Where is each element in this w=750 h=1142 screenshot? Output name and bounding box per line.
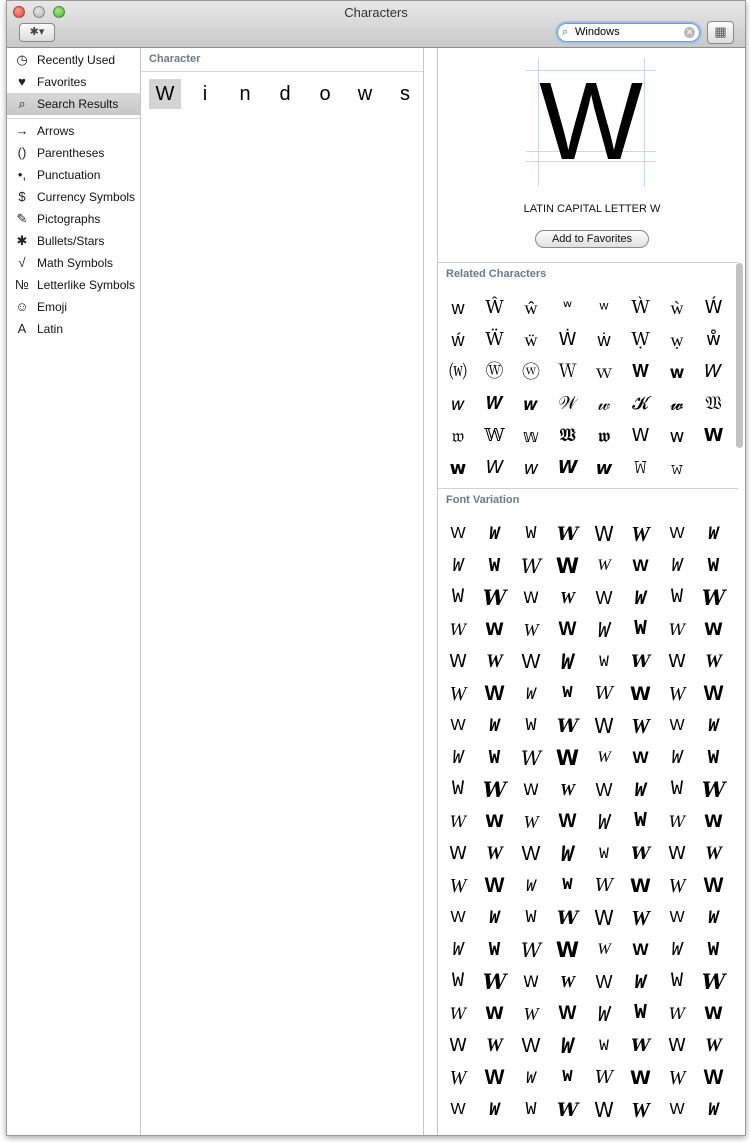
related-character[interactable]: 𝗐 [669,426,685,446]
related-character[interactable]: Ẅ [485,329,504,350]
action-menu-button[interactable]: ✱▾ [19,23,55,42]
font-variation-glyph[interactable]: W [703,874,724,897]
font-variation-glyph[interactable]: W [630,652,651,672]
font-variation-glyph[interactable]: W [523,620,539,640]
numero-icon: № [15,277,29,292]
detail-pane [437,48,746,1135]
font-variation-glyph[interactable]: W [558,619,577,640]
related-character[interactable]: ẘ [706,329,721,350]
font-variation-glyph[interactable]: W [489,716,500,736]
sidebar-item-letterlike-symbols[interactable] [7,274,140,296]
add-to-favorites-button[interactable]: Add to Favorites [535,230,649,248]
font-variation-glyph[interactable]: W [449,1035,467,1056]
font-variation-glyph[interactable]: W [486,843,503,864]
related-character[interactable]: 𝙬 [595,458,613,478]
font-variation-glyph[interactable]: W [594,683,614,704]
sidebar-item-label: Emoji [37,300,68,314]
glyph-preview [526,58,656,186]
character-cell[interactable]: s [400,83,410,105]
font-variation-glyph[interactable]: W [599,653,609,671]
font-variation-glyph[interactable]: W [484,1066,505,1089]
font-variation-glyph[interactable]: W [594,875,614,896]
sidebar-item-label: Letterlike Symbols [37,278,136,292]
related-character[interactable]: Ẇ [558,329,577,350]
preview-glyph: W [539,60,643,183]
font-variation-glyph[interactable]: W [705,843,722,864]
font-variation-glyph[interactable]: W [668,1004,686,1023]
sidebar-item-label: Pictographs [37,212,101,226]
font-variation-glyph[interactable]: W [484,682,505,705]
font-variation-glyph[interactable]: W [708,524,719,544]
font-variation-glyph[interactable]: W [597,618,611,642]
font-variation-glyph[interactable]: W [668,843,686,864]
font-variation-glyph[interactable]: W [488,555,501,577]
font-variation-glyph[interactable]: W [668,1035,686,1056]
related-character[interactable]: 𝕎 [484,425,505,446]
font-variation-glyph[interactable]: W [449,1004,467,1023]
related-character[interactable]: 𝑊 [705,361,722,382]
sidebar-item-math-symbols[interactable] [7,252,140,274]
related-character[interactable]: 𝐖 [631,361,650,382]
font-variation-glyph[interactable]: W [632,748,649,767]
font-variation-header: Font Variation [446,494,520,506]
font-variation-glyph[interactable]: W [599,845,609,863]
related-character[interactable]: 𝘄 [449,458,467,478]
font-variation-glyph[interactable]: W [449,651,467,672]
font-variation-glyph[interactable]: W [482,969,507,994]
sidebar-separator [7,118,140,119]
font-variation-glyph[interactable]: W [523,812,539,832]
font-variation-glyph[interactable]: W [525,1100,537,1120]
dollar-icon: $ [18,189,26,204]
font-variation-glyph[interactable]: W [451,778,464,801]
font-variation-glyph[interactable]: W [556,1099,579,1121]
font-variation-glyph[interactable]: W [562,876,573,895]
arrow-icon: → [15,123,29,138]
font-variation-glyph[interactable]: W [631,1098,650,1122]
font-variation-glyph[interactable]: W [632,940,649,959]
font-variation-glyph[interactable]: W [594,714,614,738]
sidebar-item-arrows[interactable] [7,120,140,142]
font-variation-glyph[interactable]: W [523,1004,539,1024]
font-variation-glyph[interactable]: W [555,938,580,962]
related-character[interactable]: Ẉ [631,329,650,350]
font-variation-glyph[interactable]: W [668,651,686,672]
related-scrollbar[interactable] [736,263,743,448]
related-character[interactable]: 𝔀 [670,394,684,414]
character-cell[interactable]: i [202,83,208,105]
font-variation-glyph[interactable]: W [594,906,614,930]
related-character[interactable]: ʷ [562,297,573,318]
font-variation-glyph[interactable]: W [597,749,611,766]
font-variation-glyph[interactable]: W [708,1100,719,1120]
font-variation-glyph[interactable]: W [450,909,466,926]
related-character[interactable]: 𝙒 [557,457,578,478]
font-variation-glyph[interactable]: W [526,684,536,703]
related-character[interactable]: ⓦ [522,362,540,382]
related-character[interactable]: Ⓦ [485,361,504,382]
search-icon: ⌕ [562,26,569,38]
font-variation-glyph[interactable]: W [526,876,536,895]
font-variation-divider [438,488,738,489]
related-character[interactable]: 𝔚 [705,393,722,414]
font-variation-glyph[interactable]: W [595,780,613,800]
related-character[interactable]: ⒲ [449,362,467,382]
font-variation-glyph[interactable]: W [634,587,647,609]
character-cell[interactable]: W [149,79,181,109]
font-variation-glyph[interactable]: W [708,716,719,736]
sidebar-item-label: Bullets/Stars [37,234,105,248]
font-variation-glyph[interactable]: W [668,620,686,639]
character-pane [141,48,424,1135]
sidebar-item-label: Arrows [37,124,75,138]
font-variation-glyph[interactable]: W [597,941,611,958]
font-variation-glyph[interactable]: W [556,907,579,929]
character-header: Character [149,53,201,65]
related-character[interactable]: 𝚠 [670,458,684,478]
font-variation-glyph[interactable]: W [599,1037,609,1055]
font-variation-glyph[interactable]: W [559,780,576,799]
sidebar-item-pictographs[interactable] [7,208,140,230]
font-variation-glyph[interactable]: W [705,651,722,672]
related-character[interactable]: ｗ [595,362,613,382]
font-variation-glyph[interactable]: W [630,683,651,705]
titlebar [7,1,745,48]
sidebar-item-favorites[interactable] [7,71,140,93]
related-character[interactable]: ʷ [599,298,609,318]
search-input[interactable] [575,25,679,39]
related-character[interactable]: ẇ [597,330,611,350]
font-variation-glyph[interactable]: W [452,747,464,768]
related-character[interactable]: 𝑤 [451,394,465,414]
font-variation-glyph[interactable]: W [701,777,726,802]
font-variation-glyph[interactable]: W [561,1034,574,1058]
font-variation-glyph[interactable]: W [450,1101,466,1118]
font-variation-glyph[interactable]: W [595,588,613,608]
font-variation-glyph[interactable]: W [634,618,647,641]
character-name: LATIN CAPITAL LETTER W [523,203,661,215]
font-variation-glyph[interactable]: W [556,715,579,737]
font-variation-glyph[interactable]: W [452,939,464,960]
font-variation-glyph[interactable]: W [634,1002,647,1025]
font-variation-glyph[interactable]: W [631,906,650,930]
sidebar-item-emoji[interactable] [7,296,140,318]
sidebar-item-bullets-stars[interactable] [7,230,140,252]
related-character[interactable]: 𝒲 [558,393,577,414]
related-character[interactable]: w [451,298,465,318]
related-character[interactable]: Ｗ [558,361,577,382]
related-character[interactable]: 𝚆 [634,457,647,478]
font-variation-glyph[interactable]: W [449,620,467,639]
sidebar-item-label: Recently Used [37,53,116,67]
character-cell[interactable]: n [239,83,251,105]
smiley-icon: ☺ [15,299,29,314]
font-variation-glyph[interactable]: W [707,555,720,577]
font-variation-glyph[interactable]: W [708,908,719,928]
font-variation-glyph[interactable]: W [556,523,579,545]
search-icon: ⌕ [18,96,26,111]
font-variation-glyph[interactable]: W [668,812,686,831]
search-field[interactable] [557,23,700,42]
font-variation-glyph[interactable]: W [449,875,467,897]
font-variation-glyph[interactable]: W [520,746,542,770]
related-character[interactable]: 𝗪 [703,425,724,446]
related-character[interactable]: 𝐰 [669,362,685,382]
font-variation-glyph[interactable]: W [704,620,723,640]
font-variation-glyph[interactable]: W [484,874,505,897]
font-variation-glyph[interactable]: W [562,684,573,703]
star-icon: ✱ [16,233,28,248]
font-variation-glyph[interactable]: W [451,970,464,993]
related-character[interactable]: ẁ [670,298,684,318]
pictograph-icon: ✎ [16,211,28,226]
related-character[interactable]: 𝘞 [485,457,504,478]
font-variation-glyph[interactable]: W [561,650,574,674]
character-cell[interactable]: d [279,83,291,105]
font-variation-glyph[interactable]: W [595,972,613,992]
font-variation-glyph[interactable]: W [562,1068,573,1087]
related-character[interactable]: Ẁ [631,297,650,318]
font-variation-glyph[interactable]: W [486,651,503,672]
related-character[interactable]: 𝓚 [632,393,649,414]
related-character[interactable]: ẃ [451,330,465,350]
characters-window [6,0,746,1136]
font-variation-glyph[interactable]: W [520,938,542,962]
window-title: Characters [344,5,408,20]
font-variation-glyph[interactable]: W [449,1067,467,1089]
clear-search-icon[interactable]: ✕ [685,27,694,37]
related-character[interactable]: 𝑾 [486,393,503,414]
related-character[interactable]: ẉ [670,330,684,350]
related-character[interactable]: Ŵ [485,297,504,318]
sidebar-item-parentheses[interactable] [7,142,140,164]
related-character[interactable]: 𝔴 [451,426,465,446]
font-variation-glyph[interactable]: W [488,939,501,961]
character-cell[interactable]: w [357,83,373,105]
font-variation-glyph[interactable]: W [489,524,500,544]
font-variation-glyph[interactable]: W [559,588,576,607]
font-variation-glyph[interactable]: W [559,972,576,991]
font-variation-glyph[interactable]: W [669,525,685,542]
font-variation-glyph[interactable]: W [489,1100,500,1120]
font-variation-glyph[interactable]: W [703,682,724,705]
font-variation-glyph[interactable]: W [597,1002,611,1026]
font-variation-glyph[interactable]: W [485,812,504,832]
font-variation-glyph[interactable]: W [703,1066,724,1089]
sidebar-item-label: Currency Symbols [37,190,136,204]
font-variation-glyph[interactable]: W [594,522,614,546]
related-character[interactable]: 𝖂 [559,425,576,446]
font-variation-glyph[interactable]: W [668,875,686,897]
sidebar-item-currency-symbols[interactable] [7,186,140,208]
font-variation-glyph[interactable]: W [555,554,580,578]
sidebar-item-search-results[interactable] [7,93,140,115]
font-variation-glyph[interactable]: W [485,620,504,640]
font-variation-glyph[interactable]: W [525,524,537,544]
font-variation-glyph[interactable]: W [671,747,683,768]
category-sidebar [7,48,141,1135]
font-variation-glyph[interactable]: W [558,811,577,832]
parentheses-icon: () [17,145,27,160]
sidebar-item-latin[interactable] [7,318,140,340]
font-variation-glyph[interactable]: W [520,554,542,578]
sidebar-item-label: Math Symbols [37,256,114,270]
font-variation-glyph[interactable]: W [634,971,647,993]
font-variation-glyph[interactable]: W [489,908,500,928]
font-variation-glyph[interactable]: W [630,1036,651,1056]
font-variation-glyph[interactable]: W [523,780,539,799]
font-variation-glyph[interactable]: W [523,972,539,991]
font-variation-glyph[interactable]: W [485,1004,504,1024]
font-variation-glyph[interactable]: W [670,778,683,801]
font-variation-glyph[interactable]: W [705,1035,722,1056]
sidebar-item-punctuation[interactable] [7,164,140,186]
font-variation-glyph[interactable]: W [451,586,464,609]
sidebar-item-label: Latin [37,322,64,336]
font-variation-glyph[interactable]: W [701,969,726,994]
related-character[interactable]: Ẃ [704,297,723,318]
related-character[interactable]: 𝒘 [523,394,539,414]
font-variation-glyph[interactable]: W [449,843,467,864]
font-variation-glyph[interactable]: W [521,1035,541,1057]
punctuation-icon: •, [17,167,27,182]
font-variation-glyph[interactable]: W [523,588,539,607]
font-variation-glyph[interactable]: W [630,1067,651,1089]
heart-icon: ♥ [18,74,26,89]
font-variation-glyph[interactable]: W [561,842,574,866]
related-character[interactable]: ŵ [524,298,538,318]
sidebar-item-label: Parentheses [37,146,105,160]
sidebar-item-label: Favorites [37,75,87,89]
font-variation-glyph[interactable]: W [634,779,647,801]
font-variation-glyph[interactable]: W [669,717,685,734]
font-variation-glyph[interactable]: W [594,1067,614,1088]
font-variation-glyph[interactable]: W [668,683,686,705]
font-variation-glyph[interactable]: W [449,683,467,705]
font-variation-glyph[interactable]: W [704,1004,723,1024]
related-divider [438,262,738,263]
related-character[interactable]: 𝖜 [597,426,611,446]
font-variation-glyph[interactable]: W [704,812,723,832]
header-divider [141,71,423,72]
related-character[interactable]: 𝕨 [522,426,540,446]
font-variation-glyph[interactable]: W [631,522,650,546]
font-variation-glyph[interactable]: W [630,875,651,897]
font-variation-glyph[interactable]: W [558,1003,577,1024]
character-cell[interactable]: o [319,83,331,105]
font-variation-glyph[interactable]: W [449,812,467,831]
font-variation-glyph[interactable]: W [452,555,464,576]
font-variation-glyph[interactable]: W [486,1035,503,1056]
font-variation-glyph[interactable]: W [555,746,580,770]
font-variation-glyph[interactable]: W [671,555,683,576]
font-variation-glyph[interactable]: W [707,747,720,769]
font-variation-glyph[interactable]: W [526,1068,536,1087]
font-variation-glyph[interactable]: W [521,843,541,865]
sidebar-item-label: Search Results [37,97,119,111]
sqrt-icon: √ [18,255,26,270]
font-variation-glyph[interactable]: W [631,714,650,738]
related-character[interactable]: 𝘸 [523,458,539,478]
related-character[interactable]: ẅ [524,330,538,350]
font-variation-glyph[interactable]: W [525,716,537,736]
related-character[interactable]: 𝓌 [597,394,611,414]
font-variation-glyph[interactable]: W [668,1067,686,1089]
font-variation-glyph[interactable]: W [634,810,647,833]
clock-icon: ◷ [16,52,28,67]
view-toggle-button[interactable]: ▦ [707,21,734,44]
font-variation-glyph[interactable]: W [521,651,541,673]
sidebar-item-recently-used[interactable] [7,49,140,71]
font-variation-glyph[interactable]: W [597,810,611,834]
font-variation-glyph[interactable]: W [450,525,466,542]
font-variation-glyph[interactable]: W [482,777,507,802]
font-variation-glyph[interactable]: W [632,556,649,575]
sidebar-item-label: Punctuation [37,168,101,182]
font-variation-glyph[interactable]: W [482,585,507,610]
font-variation-glyph[interactable]: W [630,844,651,864]
font-variation-glyph[interactable]: W [597,557,611,574]
font-variation-glyph[interactable]: W [671,939,683,960]
font-variation-glyph[interactable]: W [669,1101,685,1118]
font-variation-glyph[interactable]: W [669,909,685,926]
font-variation-glyph[interactable]: W [670,586,683,609]
related-header: Related Characters [446,268,547,280]
font-variation-glyph[interactable]: W [670,970,683,993]
latin-icon: A [17,321,27,336]
font-variation-glyph[interactable]: W [594,1098,614,1122]
font-variation-glyph[interactable]: W [701,585,726,610]
font-variation-glyph[interactable]: W [707,939,720,961]
font-variation-glyph[interactable]: W [488,747,501,769]
font-variation-glyph[interactable]: W [525,908,537,928]
font-variation-glyph[interactable]: W [450,717,466,734]
related-character[interactable]: 𝖶 [631,425,650,446]
